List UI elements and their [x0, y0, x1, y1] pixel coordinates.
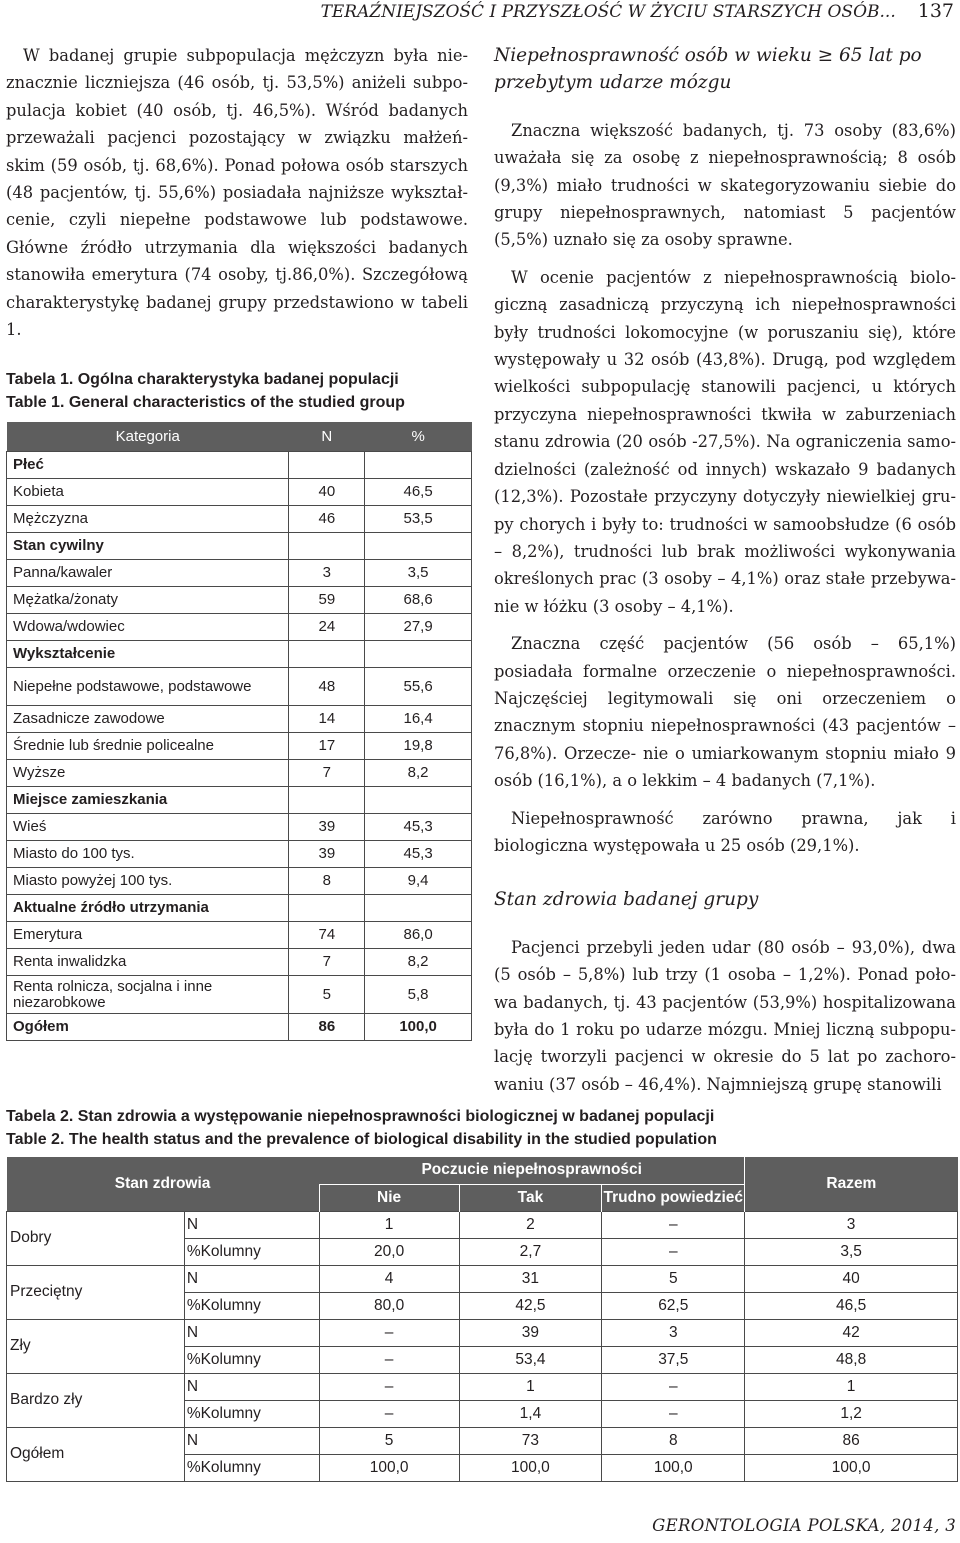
table2-caption-en: Table 2. The health status and the prevalence of biological disability in the studied population — [6, 1131, 717, 1148]
table-cell: 37,5 — [602, 1346, 745, 1373]
text-line: uważała się za osobę z niepełnosprawnością; 8 osób — [494, 148, 956, 168]
table-cell: 42,5 — [459, 1292, 602, 1319]
section1-paragraph — [494, 805, 956, 860]
table-cell: 1,4 — [459, 1400, 602, 1427]
table-cell: – — [602, 1400, 745, 1427]
stat-label: N — [184, 1211, 319, 1238]
table2-header-total: Razem — [745, 1157, 958, 1211]
row-pct: 8,2 — [365, 760, 472, 787]
table-cell: 80,0 — [319, 1292, 459, 1319]
table1 — [6, 422, 472, 1041]
text-line: Znaczna większość badanych, tj. 73 osoby (83,6%) — [511, 120, 956, 140]
row-pct: 3,5 — [365, 560, 472, 587]
row-label: Miasto powyżej 100 tys. — [7, 868, 289, 895]
section1-paragraph — [494, 264, 956, 620]
section1-paragraph — [494, 117, 956, 254]
row-label: Wyższe — [7, 760, 289, 787]
table-row — [7, 1211, 958, 1238]
text-line: cenie, czyli niepełne podstawowe lub podstawowe. — [6, 210, 468, 230]
table-cell: 2,7 — [459, 1238, 602, 1265]
health-status-label: Bardzo zły — [7, 1373, 185, 1427]
table-cell: 42 — [745, 1319, 958, 1346]
table-row — [7, 1427, 958, 1454]
stat-label: %Kolumny — [184, 1400, 319, 1427]
text-line: (48 pacjentów, tj. 55,6%) posiadała najniższe wykształ- — [6, 183, 468, 203]
table-row — [7, 479, 472, 506]
row-n: 39 — [289, 841, 365, 868]
table2-header-stan: Stan zdrowia — [7, 1157, 320, 1211]
row-pct — [365, 895, 472, 922]
journal-footer: GERONTOLOGIA POLSKA, 2014, 3 — [652, 1516, 956, 1535]
heading-line: przebytym udarze mózgu — [494, 72, 732, 94]
row-label: Renta rolnicza, socjalna i inne niezarobkowe — [7, 976, 289, 1014]
text-line: nie w łóżku (3 osoby – 4,1%). — [494, 596, 734, 616]
text-line: stanowiła emerytura (74 osoby, tj.86,0%). Szczegółową — [6, 265, 468, 285]
table1-header-pct: % — [365, 422, 472, 452]
table-cell: 40 — [745, 1265, 958, 1292]
table-cell: 5 — [602, 1265, 745, 1292]
row-pct: 9,4 — [365, 868, 472, 895]
text-line: (12,3%). Pozostałe przyczyny dotyczyły niewielkiej gru- — [494, 487, 956, 507]
row-n: 59 — [289, 587, 365, 614]
text-line: W ocenie pacjentów z niepełnosprawnością biolo- — [511, 267, 956, 287]
text-line: (5 osób – 5,8%) lub trzy (1 osoba – 1,2%). Ponad poło- — [494, 965, 956, 985]
table-row — [7, 1319, 958, 1346]
text-line: określonych prac (3 osoby – 4,1%) oraz stałe przebywa- — [494, 569, 956, 589]
stat-label: N — [184, 1373, 319, 1400]
text-line: charakterystykę badanej grupy przedstawiono w tabeli 1. — [6, 292, 468, 340]
table-cell: 46,5 — [745, 1292, 958, 1319]
table2-caption-pl: Tabela 2. Stan zdrowia a występowanie niepełnosprawności biologicznej w badanej populacji — [6, 1108, 715, 1125]
table-row — [7, 1265, 958, 1292]
row-n: 24 — [289, 614, 365, 641]
text-line: a o lekkim – 4 badanych (7,1%). — [612, 771, 876, 791]
section1-paragraph — [494, 630, 956, 794]
row-n: 40 — [289, 479, 365, 506]
row-n — [289, 787, 365, 814]
section2-paragraph — [494, 934, 956, 1098]
table-cell: 1 — [319, 1211, 459, 1238]
page-number: 137 — [917, 0, 954, 22]
table-cell: – — [319, 1400, 459, 1427]
table2-caption — [6, 1105, 717, 1151]
stat-label: N — [184, 1427, 319, 1454]
row-n: 74 — [289, 922, 365, 949]
text-line: występowały u 32 osób (43,8%). Drugą, pod względem — [494, 350, 956, 370]
row-n: 14 — [289, 706, 365, 733]
text-line: legitymowali się oni orzeczeniem o znacznym stopniu — [494, 688, 956, 736]
text-line: była do 1 roku po udarze mózgu. Mniej liczną subpopu- — [494, 1020, 956, 1039]
stat-label: %Kolumny — [184, 1292, 319, 1319]
table-cell: – — [319, 1373, 459, 1400]
row-pct: 8,2 — [365, 949, 472, 976]
row-pct: 86,0 — [365, 922, 472, 949]
table-cell: 53,4 — [459, 1346, 602, 1373]
table-cell: – — [319, 1346, 459, 1373]
text-line: znacznie liczniejsza (46 osób, tj. 53,5%) aniżeli subpo- — [6, 73, 468, 93]
table-row — [7, 706, 472, 733]
text-line: do grupy niepełnosprawnych, natomiast 5 pacjentów — [494, 175, 956, 223]
text-line: wa badanych, tj. 43 pacjentów (53,9%) hospitalizowana — [494, 992, 956, 1012]
row-n: 86 — [289, 1014, 365, 1041]
row-n — [289, 533, 365, 560]
text-line: Główne źródło utrzymania dla większości badanych — [6, 237, 468, 257]
row-label: Emerytura — [7, 922, 289, 949]
text-line: lację tworzyli pacjenci w okresie do 5 lat po zachoro- — [494, 1047, 956, 1067]
section1-body — [494, 117, 956, 860]
text-line: Niepełnosprawność zarówno prawna, jak i biologiczna — [494, 808, 956, 855]
row-label: Renta inwalidzka — [7, 949, 289, 976]
table-cell: 73 — [459, 1427, 602, 1454]
row-label: Wykształcenie — [7, 641, 289, 668]
health-status-label: Dobry — [7, 1211, 185, 1265]
table-cell: 31 — [459, 1265, 602, 1292]
row-n: 3 — [289, 560, 365, 587]
row-label: Zasadnicze zawodowe — [7, 706, 289, 733]
heading-line: Niepełnosprawność osób w wieku ≥ 65 lat po — [494, 45, 922, 66]
row-n: 46 — [289, 506, 365, 533]
table2-header-group: Poczucie niepełnosprawności — [319, 1157, 745, 1184]
row-label: Kobieta — [7, 479, 289, 506]
row-n: 8 — [289, 868, 365, 895]
row-pct: 100,0 — [365, 1014, 472, 1041]
stat-label: N — [184, 1319, 319, 1346]
text-line: Pacjenci przebyli jeden udar (80 osób – 93,0%), dwa — [511, 937, 956, 957]
row-n: 5 — [289, 976, 365, 1014]
table-row — [7, 1373, 958, 1400]
table-cell: 86 — [745, 1427, 958, 1454]
table-row — [7, 922, 472, 949]
stat-label: %Kolumny — [184, 1346, 319, 1373]
row-pct: 53,5 — [365, 506, 472, 533]
row-label: Stan cywilny — [7, 533, 289, 560]
stat-label: %Kolumny — [184, 1454, 319, 1481]
table1-caption — [6, 368, 405, 414]
health-status-label: Zły — [7, 1319, 185, 1373]
text-line: (5,5%) uznało się za osoby sprawne. — [494, 230, 793, 250]
table2-header-tak: Tak — [459, 1184, 602, 1211]
table1-header-row — [7, 422, 472, 452]
row-label: Mężatka/żonaty — [7, 587, 289, 614]
row-pct — [365, 533, 472, 560]
table-cell: 3 — [602, 1319, 745, 1346]
table-cell: – — [602, 1373, 745, 1400]
text-line: były trudności lokomocyjne (w poruszaniu się), które — [494, 322, 956, 342]
table-row — [7, 668, 472, 706]
section1-heading — [494, 42, 956, 97]
table-row — [7, 452, 472, 479]
row-n — [289, 452, 365, 479]
table-row — [7, 614, 472, 641]
text-line: W badanej grupie subpopulacja mężczyzn była nie- — [23, 46, 468, 65]
text-line: występowała u 25 osób (29,1%). — [593, 835, 860, 855]
row-label: Płeć — [7, 452, 289, 479]
table1-caption-pl: Tabela 1. Ogólna charakterystyka badanej populacji — [6, 371, 399, 388]
row-label: Miejsce zamieszkania — [7, 787, 289, 814]
table-row — [7, 787, 472, 814]
table2-header-trudno: Trudno powiedzieć — [602, 1184, 745, 1211]
table-cell: 2 — [459, 1211, 602, 1238]
page-header — [321, 0, 954, 24]
table1-header-n: N — [289, 422, 365, 452]
row-pct: 45,3 — [365, 814, 472, 841]
row-n: 17 — [289, 733, 365, 760]
table-row — [7, 949, 472, 976]
table-cell: – — [602, 1238, 745, 1265]
stat-label: %Kolumny — [184, 1238, 319, 1265]
row-label: Mężczyzna — [7, 506, 289, 533]
table-row — [7, 1014, 472, 1041]
table-cell: 100,0 — [602, 1454, 745, 1481]
row-n: 39 — [289, 814, 365, 841]
table-row — [7, 841, 472, 868]
text-line: niepełnosprawności (43 pacjentów – 76,8%). Orzecze- — [494, 716, 956, 763]
row-pct: 5,8 — [365, 976, 472, 1014]
table-row — [7, 760, 472, 787]
table-row — [7, 868, 472, 895]
table-row — [7, 506, 472, 533]
running-title: TERAŹNIEJSZOŚĆ I PRZYSZŁOŚĆ W ŻYCIU STARSZYCH OSÓB... — [320, 2, 896, 22]
table-cell: 20,0 — [319, 1238, 459, 1265]
table2-header-row-1 — [7, 1157, 958, 1184]
stat-label: N — [184, 1265, 319, 1292]
row-label: Panna/kawaler — [7, 560, 289, 587]
text-line: waniu (37 osób – 46,4%). Najmniejszą grupę stanowili — [494, 1074, 942, 1094]
text-line: (9,3%) miało trudności w skategoryzowaniu siebie — [494, 175, 928, 195]
table-cell: – — [602, 1211, 745, 1238]
row-pct: 27,9 — [365, 614, 472, 641]
section2-heading: Stan zdrowia badanej grupy — [494, 889, 759, 911]
row-pct — [365, 641, 472, 668]
intro-paragraph — [6, 42, 468, 343]
row-pct — [365, 452, 472, 479]
table-cell: – — [319, 1319, 459, 1346]
row-n — [289, 895, 365, 922]
table1-caption-en: Table 1. General characteristics of the studied group — [6, 394, 405, 411]
text-line: skim (59 osób, tj. 68,6%). Ponad połowa osób starszych — [6, 155, 468, 175]
row-label: Aktualne źródło utrzymania — [7, 895, 289, 922]
text-line: – 8,2%), trudności lub brak możliwości wykonywania — [494, 541, 956, 561]
row-label: Niepełne podstawowe, podstawowe — [7, 668, 289, 706]
left-column — [6, 42, 468, 343]
text-line: giczną zasadniczą przyczyną ich niepełnosprawności — [494, 295, 956, 315]
table-cell: 100,0 — [745, 1454, 958, 1481]
row-label: Średnie lub średnie policealne — [7, 733, 289, 760]
row-pct: 19,8 — [365, 733, 472, 760]
health-status-label: Ogółem — [7, 1427, 185, 1481]
row-n: 7 — [289, 949, 365, 976]
text-line: formalne orzeczenie o niepełnosprawności. Najczęściej — [494, 661, 956, 708]
text-line: przyczyna niepełnosprawności tkwiła w zaburzeniach — [494, 404, 956, 424]
text-line: py chorych i były to: trudności w samoobsłudze (6 osób — [494, 514, 956, 534]
table-row — [7, 895, 472, 922]
text-line: dzielności (zależność od innych) wskazało 9 badanych — [494, 459, 956, 479]
table2 — [6, 1157, 958, 1482]
row-pct: 55,6 — [365, 668, 472, 706]
row-n — [289, 641, 365, 668]
table-cell: 1,2 — [745, 1400, 958, 1427]
table1-header-category: Kategoria — [7, 422, 289, 452]
table-cell: 5 — [319, 1427, 459, 1454]
table-row — [7, 814, 472, 841]
table-row — [7, 976, 472, 1014]
table-cell: 100,0 — [319, 1454, 459, 1481]
table-row — [7, 733, 472, 760]
row-label: Wieś — [7, 814, 289, 841]
row-n: 48 — [289, 668, 365, 706]
text-line: przeważali pacjenci pozostający w związku małżeń- — [6, 128, 468, 148]
row-label: Miasto do 100 tys. — [7, 841, 289, 868]
row-pct — [365, 787, 472, 814]
right-column — [494, 42, 956, 1098]
row-label: Ogółem — [7, 1014, 289, 1041]
table-cell: 62,5 — [602, 1292, 745, 1319]
table-row — [7, 533, 472, 560]
row-pct: 46,5 — [365, 479, 472, 506]
table-cell: 1 — [745, 1373, 958, 1400]
table2-header-nie: Nie — [319, 1184, 459, 1211]
table-row — [7, 560, 472, 587]
text-line: stanu zdrowia (20 osób -27,5%). Na ograniczenia samo- — [494, 432, 956, 452]
row-label: Wdowa/wdowiec — [7, 614, 289, 641]
row-pct: 68,6 — [365, 587, 472, 614]
table-cell: 100,0 — [459, 1454, 602, 1481]
table-cell: 8 — [602, 1427, 745, 1454]
table-row — [7, 587, 472, 614]
table-cell: 1 — [459, 1373, 602, 1400]
row-pct: 16,4 — [365, 706, 472, 733]
table-row — [7, 641, 472, 668]
text-line: wielkości subpopulację stanowili pacjenci, u których — [494, 377, 956, 397]
row-pct: 45,3 — [365, 841, 472, 868]
row-n: 7 — [289, 760, 365, 787]
table-cell: 4 — [319, 1265, 459, 1292]
table-cell: 3,5 — [745, 1238, 958, 1265]
text-line: Znaczna część pacjentów (56 osób – 65,1%) posiadała — [494, 634, 956, 681]
health-status-label: Przeciętny — [7, 1265, 185, 1319]
text-line: nie o umiarkowanym stopniu miało 9 osób (16,1%), — [494, 743, 956, 791]
table-cell: 48,8 — [745, 1346, 958, 1373]
table-cell: 3 — [745, 1211, 958, 1238]
table-cell: 39 — [459, 1319, 602, 1346]
text-line: pulacja kobiet (40 osób, tj. 46,5%). Wśród badanych — [6, 100, 468, 120]
